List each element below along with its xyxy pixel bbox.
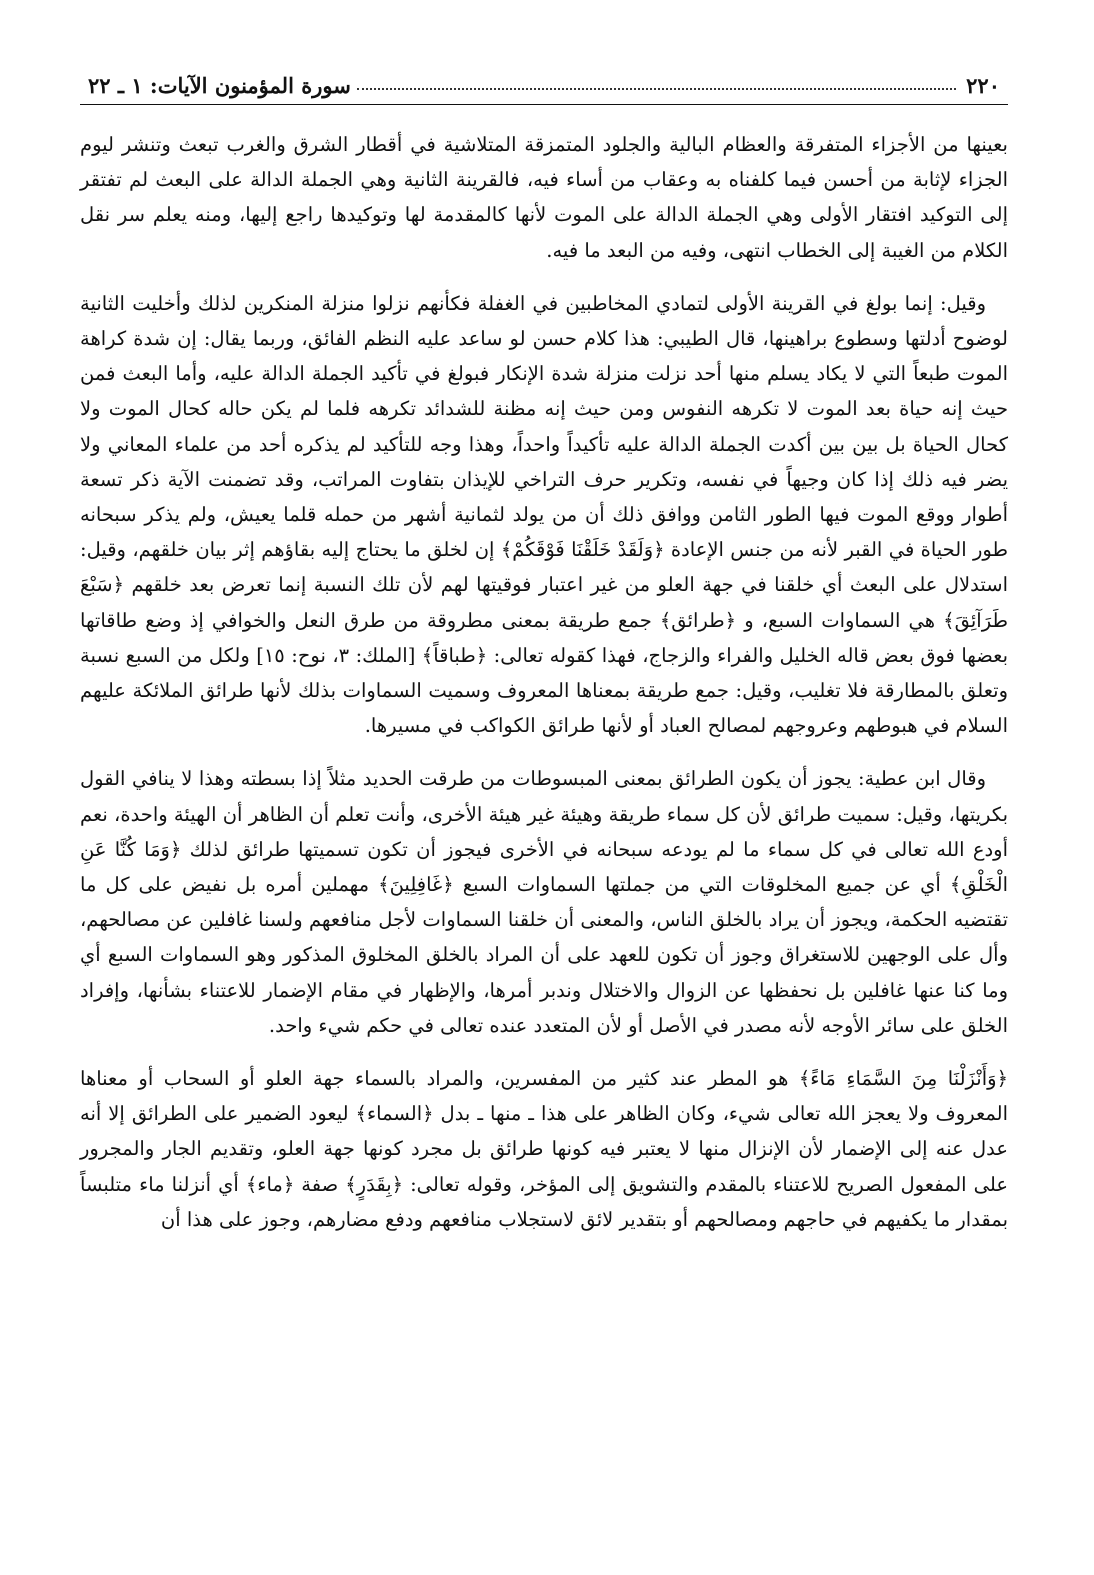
paragraph-1: بعينها من الأجزاء المتفرقة والعظام البالية والجلود المتمزقة المتلاشية في أقطار الشرق والغرب تبعث وتنشر ليوم الجزاء لإثابة من أحسن فيما كلفناه به وعقاب من أساء فيه، فالقرينة الثانية وهي الجملة الدالة على البعث لم تفتقر إلى التوكيد افتقار الأولى وهي الجملة الدالة على الموت لأنها كالمقدمة لها وتوكيدها راجع إليها، ومنه يعلم سر نقل الكلام من الغيبة إلى الخطاب انتهى، وفيه من البعد ما فيه. [80, 133, 1008, 262]
page-header [80, 56, 1008, 105]
header-dotted-leader [357, 88, 956, 90]
paragraph-2: وقيل: إنما بولغ في القرينة الأولى لتمادي المخاطبين في الغفلة فكأنهم نزلوا منزلة المنكرين لذلك وأخليت الثانية لوضوح أدلتها وسطوع براهينها، قال الطيبي: هذا كلام حسن لو ساعد عليه النظم الفائق، وربما يقال: إن شدة كراهة الموت طبعاً التي لا يكاد يسلم منها أحد نزلت منزلة شدة الإنكار فبولغ في تأكيد الجملة الدالة عليه، وأما البعث فمن حيث إنه حياة بعد الموت لا تكرهه النفوس ومن حيث إنه مظنة للشدائد تكرهه فلما لم يكن حاله كحال الموت ولا كحال الحياة بل بين بين أكدت الجملة الدالة عليه تأكيداً واحداً، وهذا وجه للتأكيد لم يذكره أحد من علماء المعاني ولا يضر فيه ذلك إذا كان وجيهاً في نفسه، وتكرير حرف التراخي للإيذان بتفاوت المراتب، وقد تضمنت الآية ذكر تسعة أطوار ووقع الموت فيها الطور الثامن ووافق ذلك أن من يولد لثمانية أشهر من حمله قلما يعيش، ولم يذكر سبحانه طور الحياة في القبر لأنه من جنس الإعادة ﴿وَلَقَدْ خَلَقْنَا فَوْقَكُمْ﴾ إن لخلق ما يحتاج إليه بقاؤهم إثر بيان خلقهم، وقيل: استدلال على البعث أي خلقنا في جهة العلو من غير اعتبار فوقيتها لهم لأن تلك النسبة إنما تعرض بعد خلقهم ﴿سَبْعَ طَرَآئِقَ﴾ هي السماوات السبع، و ﴿طرائق﴾ جمع طريقة بمعنى مطروقة من طرق النعل والخوافي إذ وضع طاقاتها بعضها فوق بعض قاله الخليل والفراء والزجاج، فهذا كقوله تعالى: ﴿طباقاً﴾ [الملك: ٣، نوح: ١٥] ولكل من السبع نسبة وتعلق بالمطارقة فلا تغليب، وقيل: جمع طريقة بمعناها المعروف وسميت السماوات بذلك لأنها طرائق الملائكة عليهم السلام في هبوطهم وعروجهم لمصالح العباد أو لأنها طرائق الكواكب في مسيرها. [80, 291, 1008, 738]
body-text [80, 127, 1008, 1237]
page-number: ٢٢٠ [966, 73, 1000, 98]
paragraph-4: ﴿وَأَنْزَلْنَا مِنَ السَّمَاءِ مَاءً﴾ هو المطر عند كثير من المفسرين، والمراد بالسماء جهة العلو أو السحاب أو معناها المعروف ولا يعجز الله تعالى شيء، وكان الظاهر على هذا ـ منها ـ بدل ﴿السماء﴾ ليعود الضمير على الطرائق إلا أنه عدل عنه إلى الإضمار لأن الإنزال منها لا يعتبر فيه كونها طرائق بل مجرد كونها جهة العلو، وتقديم الجار والمجرور على المفعول الصريح للاعتناء بالمقدم والتشويق إلى المؤخر، وقوله تعالى: ﴿بِقَدَرٍ﴾ صفة ﴿ماء﴾ أي أنزلنا ماء متلبساً بمقدار ما يكفيهم في حاجهم ومصالحهم أو بتقدير لائق لاستجلاب منافعهم ودفع مضارهم، وجوز على هذا أن [80, 1067, 1008, 1231]
running-title: سورة المؤمنون الآيات: ١ ـ ٢٢ [88, 73, 351, 98]
paragraph-3: وقال ابن عطية: يجوز أن يكون الطرائق بمعنى المبسوطات من طرقت الحديد مثلاً إذا بسطته وهذا لا ينافي القول بكريتها، وقيل: سميت طرائق لأن كل سماء طريقة وهيئة غير هيئة الأخرى، وأنت تعلم أن الظاهر أن الهيئة واحدة، نعم أودع الله تعالى في كل سماء ما لم يودعه سبحانه في الأخرى فيجوز أن تكون تسميتها طرائق لذلك ﴿وَمَا كُنَّا عَنِ الْخَلْقِ﴾ أي عن جميع المخلوقات التي من جملتها السماوات السبع ﴿غَافِلِينَ﴾ مهملين أمره بل نفيض على كل ما تقتضيه الحكمة، ويجوز أن يراد بالخلق الناس، والمعنى أن خلقنا السماوات لأجل منافعهم ولسنا غافلين عن مصالحهم، وأل على الوجهين للاستغراق وجوز أن تكون للعهد على أن المراد بالخلق المخلوق المذكور وهو السماوات السبع أي وما كنا عنها غافلين بل نحفظها عن الزوال والاختلال وندبر أمرها، والإظهار في مقام الإضمار للاعتناء بشأنها، وإفراد الخلق على سائر الأوجه لأنه مصدر في الأصل أو لأن المتعدد عنده تعالى في حكم شيء واحد. [80, 767, 1008, 1037]
